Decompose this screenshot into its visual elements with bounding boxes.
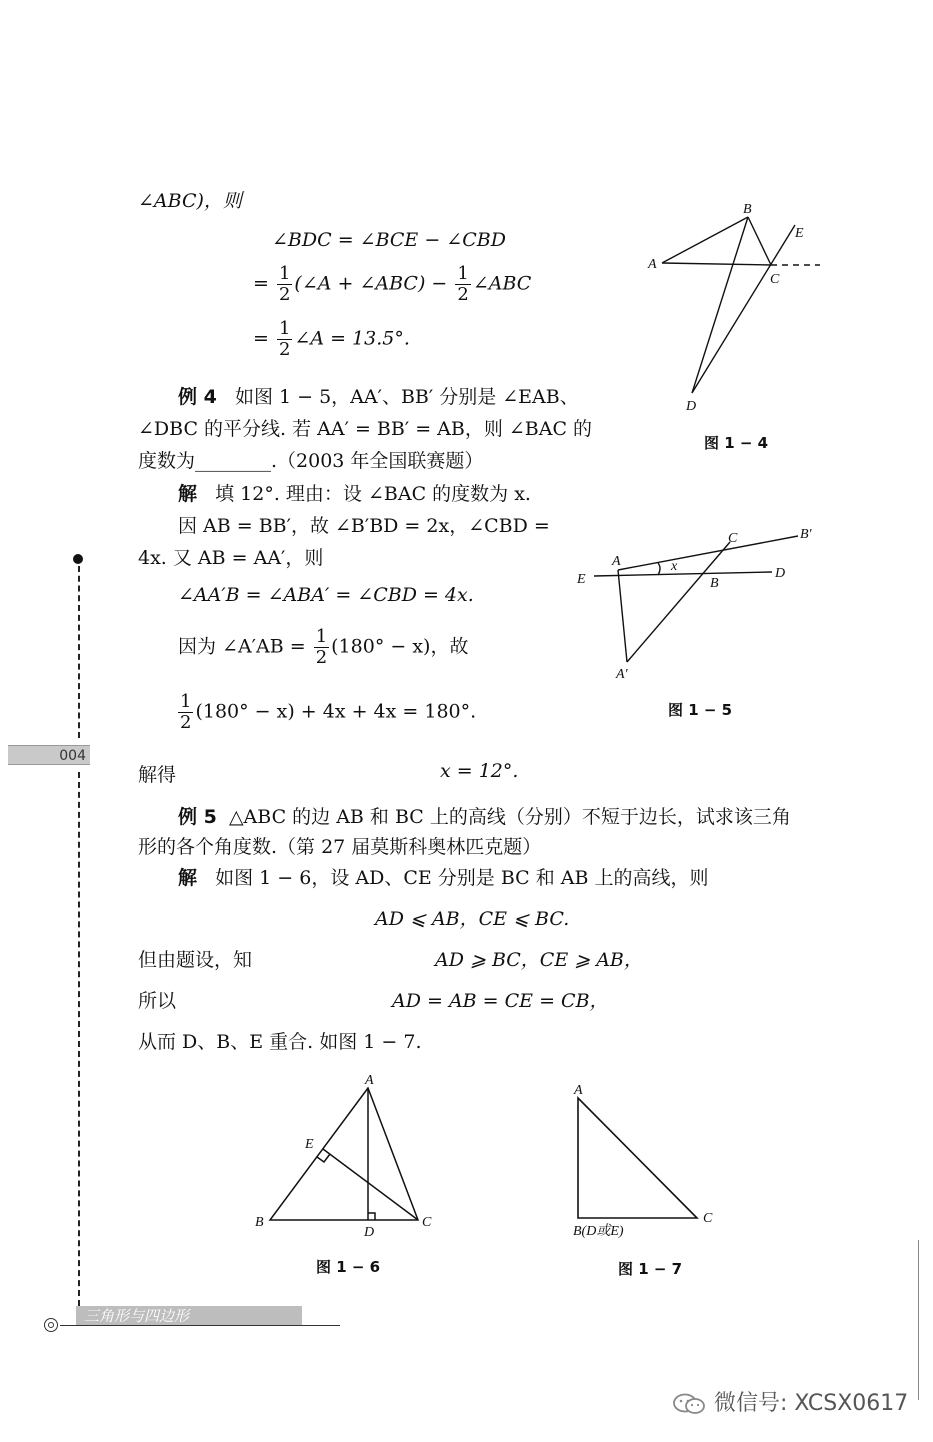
fraction-half: $\frac{1}{2}$ xyxy=(278,318,291,360)
fig7-label-c: C xyxy=(703,1211,713,1226)
ex5-sol-4a: 所以 xyxy=(138,990,177,1012)
ex5-line-2: 形的各个角度数.（第 27 届莫斯科奥林匹克题） xyxy=(138,836,542,858)
margin-dashed-line-top xyxy=(78,566,80,738)
fig5-label-d: D xyxy=(775,566,786,581)
ex4-line-2: ∠DBC 的平分线. 若 AA′ = BB′ = AB，则 ∠BAC 的 xyxy=(138,418,593,440)
segment-ab-prime xyxy=(618,536,798,570)
fig5-label-e: E xyxy=(577,572,586,587)
figure-1-7 xyxy=(565,1078,725,1243)
fig5-label-a-prime: A′ xyxy=(616,667,628,682)
segment-bc xyxy=(748,217,771,265)
segment-ac xyxy=(662,263,771,265)
fig4-label-d: D xyxy=(686,399,697,414)
ex5-label: 例 5 xyxy=(178,806,217,828)
ex4-label: 例 4 xyxy=(178,386,217,408)
right-angle-d xyxy=(368,1213,375,1220)
figure-1-7-caption: 图 1 − 7 xyxy=(618,1260,683,1278)
top-eq-3: = $\frac{1}{2}$ ∠A = 13.5°. xyxy=(253,318,410,360)
fig6-label-b: B xyxy=(255,1215,264,1230)
top-eq-1: ∠BDC = ∠BCE − ∠CBD xyxy=(272,229,506,251)
segment-a-prime-c xyxy=(627,542,730,662)
segment-de xyxy=(692,225,795,393)
fig6-label-a: A xyxy=(365,1073,374,1088)
ex4-sol-1: 解 填 12°. 理由：设 ∠BAC 的度数为 x. xyxy=(178,483,531,505)
ex4-sol-6: $\frac{1}{2}$ (180° − x) + 4x + 4x = 180°. xyxy=(180,691,477,733)
fraction-half: $\frac{1}{2}$ xyxy=(180,691,192,733)
figure-1-4-caption: 图 1 − 4 xyxy=(704,434,769,452)
fig6-label-d: D xyxy=(364,1225,375,1240)
ex5-sol-4b: AD = AB = CE = CB， xyxy=(392,990,609,1012)
solution-label: 解 xyxy=(178,483,198,505)
wechat-icon xyxy=(672,1393,706,1415)
top-line-1: ∠ABC)，则 xyxy=(138,190,242,212)
ex4-sol-4: ∠AA′B = ∠ABA′ = ∠CBD = 4x. xyxy=(178,584,474,606)
fraction-half: $\frac{1}{2}$ xyxy=(278,263,291,305)
fig5-label-a: A xyxy=(612,554,621,569)
fig7-label-a: A xyxy=(574,1083,583,1098)
top-eq-2: = $\frac{1}{2}$ (∠A + ∠ABC) − $\frac{1}{2}$ ∠ABC xyxy=(253,263,532,305)
triangle-abc xyxy=(270,1088,418,1220)
footer-circle-icon xyxy=(44,1318,58,1332)
right-edge-rule xyxy=(918,1240,919,1400)
fig5-label-x: x xyxy=(671,559,678,574)
figure-1-5 xyxy=(570,520,830,690)
ex5-sol-5: 从而 D、B、E 重合. 如图 1 − 7. xyxy=(138,1031,422,1053)
margin-dashed-line-bottom xyxy=(78,772,80,1306)
fraction-half: $\frac{1}{2}$ xyxy=(315,626,328,668)
ex5-sol-3b: AD ⩾ BC，CE ⩾ AB， xyxy=(435,949,643,971)
fig7-label-b: B(D或E) xyxy=(573,1224,624,1239)
figure-1-6-caption: 图 1 − 6 xyxy=(316,1258,381,1276)
footer-rule xyxy=(60,1325,340,1326)
fraction-half: $\frac{1}{2}$ xyxy=(457,263,469,305)
footer-title: 三角形与四边形 xyxy=(76,1306,302,1326)
solution-label: 解 xyxy=(178,867,198,889)
fig4-label-e: E xyxy=(795,226,804,241)
triangle-abc xyxy=(578,1098,697,1218)
fig4-label-a: A xyxy=(648,257,657,272)
figure-1-4 xyxy=(640,195,830,425)
figure-1-5-caption: 图 1 − 5 xyxy=(668,701,733,719)
segment-bd xyxy=(692,217,748,393)
fig5-label-b: B xyxy=(710,576,719,591)
angle-x-arc xyxy=(658,563,660,575)
fig6-label-c: C xyxy=(422,1215,432,1230)
fig4-label-b: B xyxy=(743,202,752,217)
ex4-sol-7b: x = 12°. xyxy=(440,760,519,782)
ex4-line-3: 度数为________.（2003 年全国联赛题） xyxy=(138,450,484,472)
ex5-sol-2: AD ⩽ AB，CE ⩽ BC. xyxy=(375,908,570,930)
fig5-label-b-prime: B′ xyxy=(800,527,812,542)
altitude-ce xyxy=(323,1149,418,1220)
ex4-sol-2: 因 AB = BB′，故 ∠B′BD = 2x，∠CBD = xyxy=(178,515,550,537)
ex5-line-1: 例 5 △ABC 的边 AB 和 BC 上的高线（分别）不短于边长，试求该三角 xyxy=(178,806,791,828)
ex4-sol-7a: 解得 xyxy=(138,764,177,786)
segment-ed xyxy=(594,572,772,576)
figure-1-6 xyxy=(245,1066,445,1246)
segment-aa-prime xyxy=(618,570,627,662)
margin-dot xyxy=(73,554,83,564)
ex4-sol-3: 4x. 又 AB = AA′，则 xyxy=(138,547,324,569)
ex5-sol-1: 解 如图 1 − 6，设 AD、CE 分别是 BC 和 AB 上的高线，则 xyxy=(178,867,709,889)
fig6-label-e: E xyxy=(305,1137,314,1152)
fig4-label-c: C xyxy=(770,272,780,287)
ex5-sol-3a: 但由题设，知 xyxy=(138,949,253,971)
ex4-sol-5: 因为 ∠A′AB = $\frac{1}{2}$ (180° − x)，故 xyxy=(178,626,469,668)
page-number: 004 xyxy=(8,745,90,765)
fig5-label-c: C xyxy=(728,531,738,546)
watermark: 微信号: XCSX0617 xyxy=(672,1386,908,1417)
ex4-line-1: 例 4 如图 1 − 5，AA′、BB′ 分别是 ∠EAB、 xyxy=(178,386,579,408)
